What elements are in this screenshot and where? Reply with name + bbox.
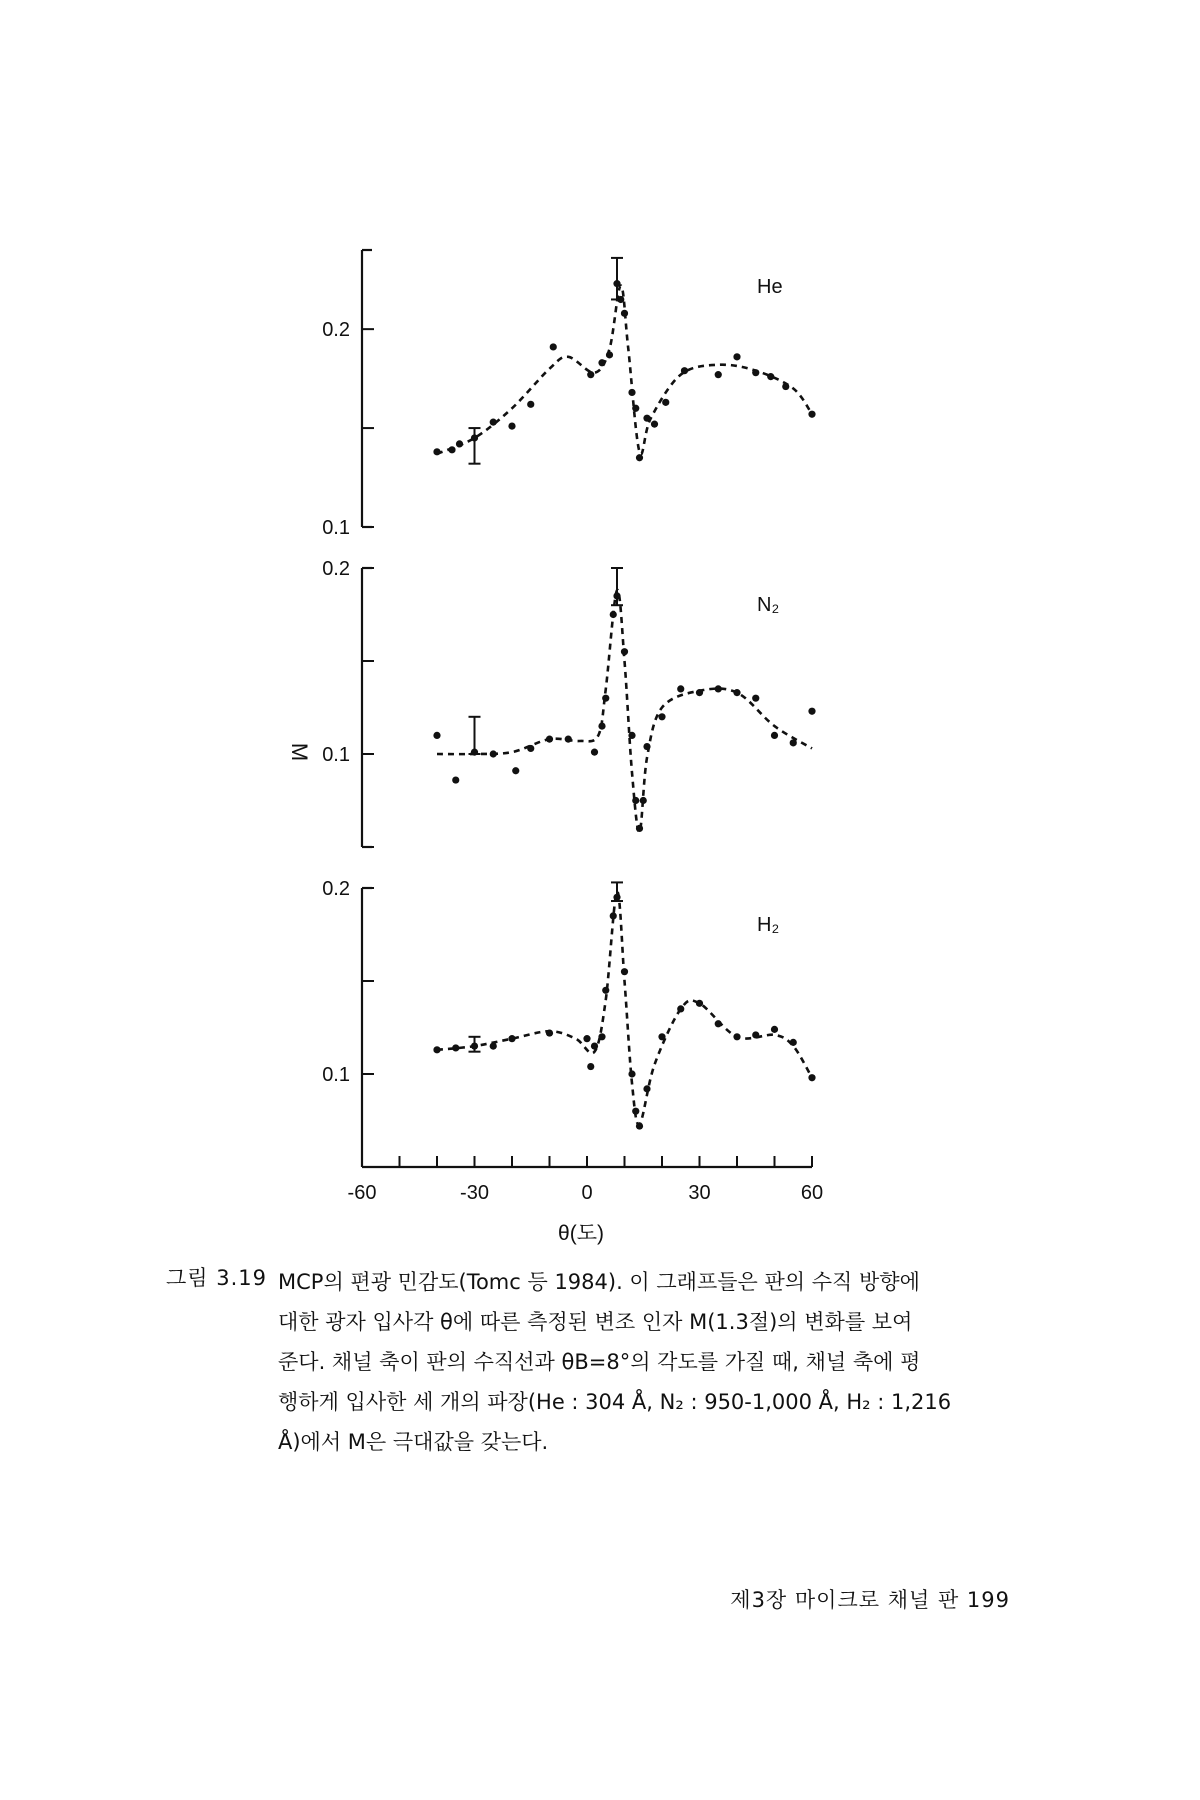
data-point — [651, 421, 658, 428]
data-point — [610, 912, 617, 919]
data-point — [771, 732, 778, 739]
series-label: H₂ — [757, 914, 780, 936]
data-point — [658, 713, 665, 720]
data-point — [790, 739, 797, 746]
data-point — [433, 448, 440, 455]
data-point — [433, 1046, 440, 1053]
data-point — [677, 1005, 684, 1012]
data-point — [587, 371, 594, 378]
y-tick-label: 0.2 — [322, 878, 350, 900]
data-point — [632, 797, 639, 804]
data-point — [715, 1020, 722, 1027]
series-label: N₂ — [757, 594, 780, 616]
data-point — [613, 894, 620, 901]
data-point — [733, 1033, 740, 1040]
data-point — [490, 419, 497, 426]
data-point — [613, 592, 620, 599]
data-point — [696, 689, 703, 696]
data-point — [617, 296, 624, 303]
caption-text — [278, 1262, 1058, 1462]
data-point — [681, 367, 688, 374]
x-tick-label: 60 — [800, 1182, 824, 1204]
data-point — [598, 359, 605, 366]
caption-label: 그림 3.19 — [166, 1266, 268, 1290]
data-point — [733, 689, 740, 696]
x-tick-label: -30 — [460, 1182, 489, 1204]
data-point — [808, 1074, 815, 1081]
data-point — [546, 1029, 553, 1036]
caption-line: 대한 광자 입사각 θ에 따른 측정된 변조 인자 M(1.3절)의 변화를 보여 — [278, 1310, 913, 1334]
data-point — [628, 732, 635, 739]
chart-panels — [322, 250, 815, 1167]
data-point — [448, 446, 455, 453]
y-tick-label: 0.1 — [322, 1064, 350, 1086]
fit-curve — [437, 892, 812, 1125]
data-point — [636, 454, 643, 461]
data-point — [621, 648, 628, 655]
data-point — [456, 440, 463, 447]
fit-curve — [437, 590, 812, 832]
y-axis-label-M: M — [287, 742, 312, 762]
series-label: He — [757, 276, 783, 298]
data-point — [471, 434, 478, 441]
caption-line: MCP의 편광 민감도(Tomc 등 1984). 이 그래프들은 판의 수직 방향에 — [278, 1270, 920, 1294]
data-point — [606, 351, 613, 358]
data-point — [527, 745, 534, 752]
data-point — [808, 708, 815, 715]
y-tick-label: 0.1 — [322, 517, 350, 539]
y-tick-label: 0.2 — [322, 319, 350, 342]
page-footer: 제3장 마이크로 채널 판 199 — [730, 1588, 1010, 1612]
data-point — [640, 797, 647, 804]
data-point — [471, 1043, 478, 1050]
data-point — [782, 383, 789, 390]
data-point — [628, 1070, 635, 1077]
data-point — [565, 736, 572, 743]
data-point — [621, 310, 628, 317]
data-point — [613, 280, 620, 287]
data-point — [643, 743, 650, 750]
data-point — [602, 695, 609, 702]
data-point — [591, 1043, 598, 1050]
y-tick-label: 0.2 — [322, 558, 350, 580]
data-point — [602, 987, 609, 994]
data-point — [715, 685, 722, 692]
data-point — [790, 1039, 797, 1046]
data-point — [452, 1044, 459, 1051]
data-point — [508, 422, 515, 429]
y-tick-label: 0.1 — [322, 744, 350, 766]
data-point — [628, 389, 635, 396]
x-tick-label: 0 — [581, 1182, 593, 1204]
data-point — [546, 736, 553, 743]
caption-line: Å)에서 M은 극대값을 갖는다. — [278, 1430, 549, 1454]
data-point — [677, 685, 684, 692]
data-point — [490, 1043, 497, 1050]
data-point — [490, 750, 497, 757]
data-point — [508, 1035, 515, 1042]
data-point — [471, 749, 478, 756]
data-point — [587, 1063, 594, 1070]
data-point — [632, 1108, 639, 1115]
caption-line: 행하게 입사한 세 개의 파장(He : 304 Å, N₂ : 950-1,000 Å, H₂ : 1,216 — [278, 1390, 952, 1414]
data-point — [771, 1026, 778, 1033]
data-point — [767, 373, 774, 380]
x-tick-label: -60 — [347, 1182, 377, 1204]
data-point — [696, 1000, 703, 1007]
panel-1 — [322, 558, 815, 847]
data-point — [752, 1031, 759, 1038]
data-point — [636, 825, 643, 832]
panel-2 — [322, 878, 815, 1167]
x-tick-label: 30 — [688, 1182, 711, 1204]
data-point — [583, 1035, 590, 1042]
data-point — [591, 749, 598, 756]
data-point — [733, 353, 740, 360]
caption-line: 준다. 채널 축이 판의 수직선과 θB=8°의 각도를 가질 때, 채널 축에 평 — [278, 1350, 921, 1374]
data-point — [433, 732, 440, 739]
data-point — [636, 1122, 643, 1129]
data-point — [527, 401, 534, 408]
data-point — [752, 369, 759, 376]
data-point — [621, 968, 628, 975]
data-point — [808, 411, 815, 418]
data-point — [662, 399, 669, 406]
x-axis — [348, 1156, 824, 1204]
data-point — [598, 1033, 605, 1040]
data-point — [512, 767, 519, 774]
data-point — [643, 1085, 650, 1092]
data-point — [452, 776, 459, 783]
data-point — [550, 343, 557, 350]
data-point — [643, 415, 650, 422]
data-point — [598, 723, 605, 730]
data-point — [658, 1033, 665, 1040]
data-point — [610, 611, 617, 618]
x-axis-label: θ(도) — [558, 1222, 604, 1245]
panel-0 — [322, 250, 815, 539]
data-point — [715, 371, 722, 378]
data-point — [632, 405, 639, 412]
data-point — [752, 695, 759, 702]
